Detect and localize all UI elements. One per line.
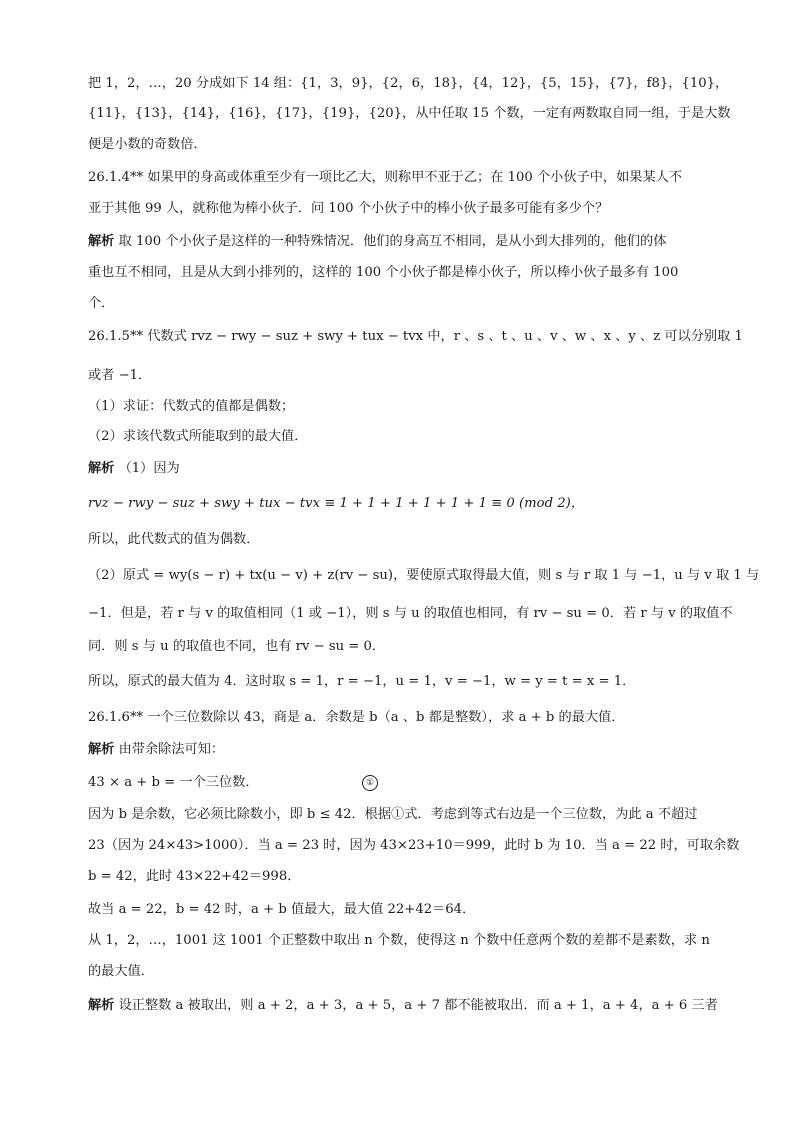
text-line: 重也互不相同，且是从大到小排列的，这样的 100 个小伙子都是棒小伙子，所以棒小伙子最多有 100 xyxy=(88,265,679,280)
text-line: 便是小数的奇数倍． xyxy=(88,137,207,152)
solution-line: 解析 设正整数 a 被取出，则 a + 2，a + 3，a + 5，a + 7 都不能被取出．而 a + 1，a + 4，a + 6 三者 xyxy=(88,998,718,1013)
text-line: {11}，{13}，{14}，{16}，{17}，{19}，{20}，从中任取 15 个数，一定有两数取自同一组，于是大数 xyxy=(88,106,731,121)
formula-line: rvz − rwy − suz + swy + tux − tvx ≡ 1 + 1 + 1 + 1 + 1 + 1 ≡ 0 (mod 2)， xyxy=(88,496,584,511)
solution-line: 解析 由带余除法可知： xyxy=(88,742,225,757)
problem-26-1-6: 26.1.6** 一个三位数除以 43，商是 a．余数是 b（a 、b 都是整数），求 a + b 的最大值． xyxy=(88,710,625,725)
text-line: （2）原式 = wy(s − r) + tx(u − v) + z(rv − su)，要使原式取得最大值，则 s 与 r 取 1 与 −1，u 与 v 取 1 与 xyxy=(88,568,760,583)
text-line: 或者 −1． xyxy=(88,368,152,383)
text-line: b = 42，此时 43×22+42＝998． xyxy=(88,869,301,884)
text-line: （2）求该代数式所能取到的最大值． xyxy=(88,429,308,444)
text-line: 的最大值． xyxy=(88,964,154,979)
solution-label: 解析 xyxy=(88,234,115,249)
text-line: 所以，原式的最大值为 4．这时取 s = 1，r = −1，u = 1，v = −1，w = y = t = x = 1． xyxy=(88,674,636,689)
text-line: 23（因为 24×43>1000）．当 a = 23 时，因为 43×23+10＝999，此时 b 为 10．当 a = 22 时，可取余数 xyxy=(88,838,740,853)
solution-label: 解析 xyxy=(88,461,115,476)
solution-label: 解析 xyxy=(88,998,115,1013)
solution-label: 解析 xyxy=(88,742,115,757)
text-line: 同．则 s 与 u 的取值也不同，也有 rv − su = 0． xyxy=(88,639,386,654)
text-line: 故当 a = 22，b = 42 时，a + b 值最大，最大值 22+42＝64． xyxy=(88,902,476,917)
circled-number: ① xyxy=(362,775,378,791)
problem-text: 从 1，2，…，1001 这 1001 个正整数中取出 n 个数，使得这 n 个数中任意两个数的差都不是素数，求 n xyxy=(88,933,710,948)
text-line: −1．但是，若 r 与 v 的取值相同（1 或 −1），则 s 与 u 的取值也相同，有 rv − su = 0．若 r 与 v 的取值不 xyxy=(88,606,733,621)
text-line: （1）求证：代数式的值都是偶数； xyxy=(88,399,295,414)
equation-line: 43 × a + b = 一个三位数． xyxy=(88,775,259,790)
text-line: 亚于其他 99 人，就称他为棒小伙子．问 100 个小伙子中的棒小伙子最多可能有多少个？ xyxy=(88,201,609,216)
problem-26-1-5: 26.1.5** 代数式 rvz − rwy − suz + swy + tux − tvx 中，r 、s 、t 、u 、v 、w 、x 、y 、z 可以分别取 1 xyxy=(88,329,743,344)
text-line: 因为 b 是余数，它必须比除数小，即 b ≤ 42．根据①式．考虑到等式右边是一个三位数，为此 a 不超过 xyxy=(88,807,698,822)
text-line: 把 1，2，…，20 分成如下 14 组：{1，3，9}，{2，6，18}，{4，12}，{5，15}，{7}，f8}，{10}， xyxy=(88,76,729,91)
solution-line: 解析 取 100 个小伙子是这样的一种特殊情况．他们的身高互不相同，是从小到大排列的，他们的体 xyxy=(88,234,667,249)
text-line: 所以，此代数式的值为偶数． xyxy=(88,532,260,547)
solution-line: 解析 （1）因为 xyxy=(88,461,180,476)
text-line: 个． xyxy=(88,296,115,311)
problem-26-1-4: 26.1.4** 如果甲的身高或体重至少有一项比乙大，则称甲不亚于乙；在 100 个小伙子中，如果某人不 xyxy=(88,170,683,185)
